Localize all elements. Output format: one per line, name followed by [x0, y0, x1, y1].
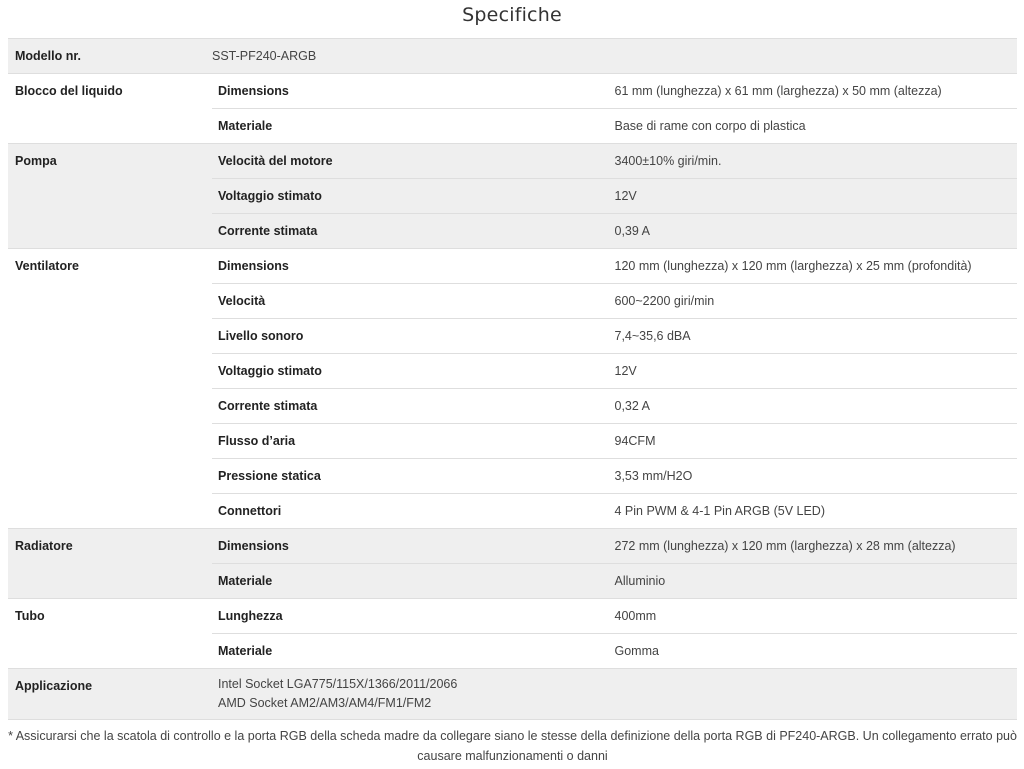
- spec-value: 600~2200 giri/min: [615, 284, 1018, 319]
- spec-value: 94CFM: [615, 424, 1018, 459]
- application-value: [212, 669, 1017, 720]
- spec-label: Voltaggio stimato: [212, 354, 615, 389]
- spec-label: Dimensions: [212, 249, 615, 284]
- category-model: Modello nr.: [8, 39, 212, 74]
- spec-label: Pressione statica: [212, 459, 615, 494]
- table-row-application: [8, 669, 1017, 720]
- category-tube: Tubo: [8, 599, 212, 669]
- spec-label: Materiale: [212, 109, 615, 144]
- spec-value: 12V: [615, 179, 1018, 214]
- spec-label: Corrente stimata: [212, 389, 615, 424]
- spec-label: Livello sonoro: [212, 319, 615, 354]
- spec-label: Materiale: [212, 634, 615, 669]
- spec-label: Connettori: [212, 494, 615, 529]
- spec-value: 3,53 mm/H2O: [615, 459, 1018, 494]
- spec-value: Alluminio: [615, 564, 1018, 599]
- spec-label: Velocità: [212, 284, 615, 319]
- spec-label: Voltaggio stimato: [212, 179, 615, 214]
- category-liquid-block: Blocco del liquido: [8, 74, 212, 144]
- spec-value: 61 mm (lunghezza) x 61 mm (larghezza) x 50 mm (altezza): [615, 74, 1018, 109]
- spec-value: 400mm: [615, 599, 1018, 634]
- table-row: [8, 144, 1017, 179]
- spec-value: 0,39 A: [615, 214, 1018, 249]
- table-row-model: [8, 39, 1017, 74]
- table-row: [8, 529, 1017, 564]
- spec-value: 4 Pin PWM & 4-1 Pin ARGB (5V LED): [615, 494, 1018, 529]
- spec-value: 272 mm (lunghezza) x 120 mm (larghezza) x 28 mm (altezza): [615, 529, 1018, 564]
- application-line-amd: AMD Socket AM2/AM3/AM4/FM1/FM2: [218, 696, 432, 710]
- category-application: Applicazione: [8, 669, 212, 720]
- footnote: * Assicurarsi che la scatola di controllo e la porta RGB della scheda madre da collegare siano le stesse della definizione della porta RGB di PF240-ARGB. Un collegamento errato può causare malfunzionamenti o danni: [8, 729, 1017, 763]
- spec-value: 3400±10% giri/min.: [615, 144, 1018, 179]
- spec-value: 0,32 A: [615, 389, 1018, 424]
- page-title: Specifiche: [462, 4, 562, 26]
- spec-value: Base di rame con corpo di plastica: [615, 109, 1018, 144]
- specifications-table: [8, 38, 1017, 720]
- spec-label: Dimensions: [212, 74, 615, 109]
- table-row: [8, 249, 1017, 284]
- spec-label: Lunghezza: [212, 599, 615, 634]
- spec-label: Flusso d’aria: [212, 424, 615, 459]
- spec-value: 120 mm (lunghezza) x 120 mm (larghezza) x 25 mm (profondità): [615, 249, 1018, 284]
- spec-label: Velocità del motore: [212, 144, 615, 179]
- table-row: [8, 74, 1017, 109]
- spec-value: Gomma: [615, 634, 1018, 669]
- spec-label: Materiale: [212, 564, 615, 599]
- spec-label: Corrente stimata: [212, 214, 615, 249]
- category-radiator: Radiatore: [8, 529, 212, 599]
- table-row: [8, 599, 1017, 634]
- spec-value: 7,4~35,6 dBA: [615, 319, 1018, 354]
- model-value: SST-PF240-ARGB: [212, 39, 1017, 74]
- category-pump: Pompa: [8, 144, 212, 249]
- application-line-intel: Intel Socket LGA775/115X/1366/2011/2066: [218, 677, 458, 691]
- spec-value: 12V: [615, 354, 1018, 389]
- category-fan: Ventilatore: [8, 249, 212, 529]
- spec-label: Dimensions: [212, 529, 615, 564]
